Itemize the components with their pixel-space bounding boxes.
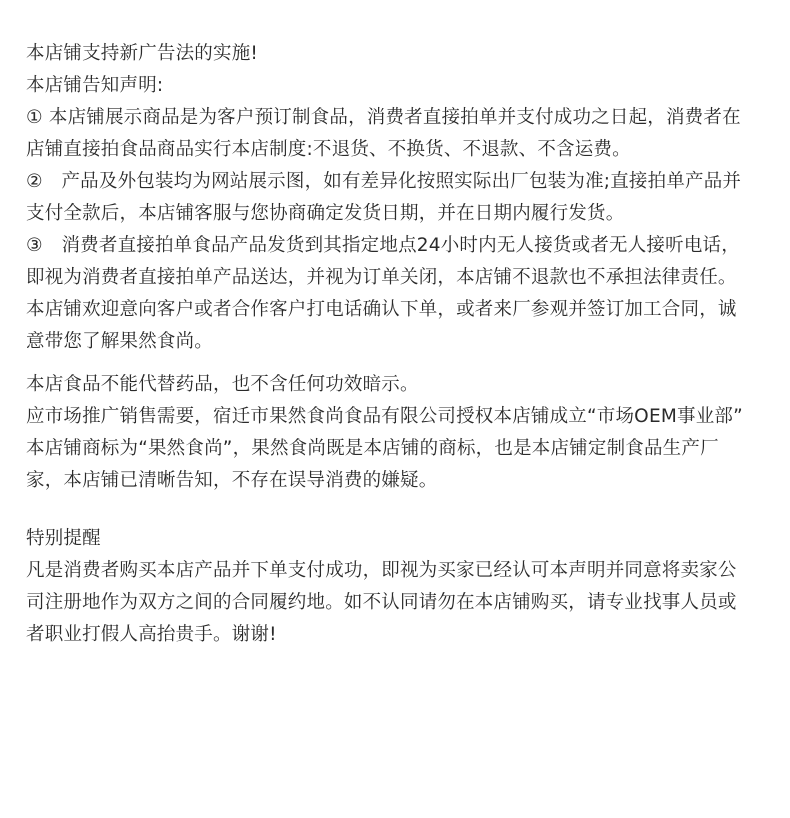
notice-line: 本店铺欢迎意向客户或者合作客户打电话确认下单，或者来厂参观并签订加工合同，诚 <box>26 299 737 320</box>
notice-line: 即视为消费者直接拍单产品送达，并视为订单关闭，本店铺不退款也不承担法律责任。 <box>26 267 737 288</box>
reminder-title: 特别提醒 <box>26 528 101 549</box>
reminder-line: 司注册地作为双方之间的合同履约地。如不认同请勿在本店铺购买，请专业找事人员或 <box>26 592 737 613</box>
disclaimer-line: 本店铺商标为“果然食尚”，果然食尚既是本店铺的商标，也是本店铺定制食品生产厂 <box>26 438 719 459</box>
store-statement-document <box>26 38 766 651</box>
notice-line: 支付全款后，本店铺客服与您协商确定发货日期，并在日期内履行发货。 <box>26 203 625 224</box>
section-spacer <box>26 497 766 523</box>
notice-line: 店铺直接拍食品商品实行本店制度:不退货、不换货、不退款、不含运费。 <box>26 139 631 160</box>
notice-line: 意带您了解果然食尚。 <box>26 331 214 352</box>
disclaimer-line: 家，本店铺已清晰告知，不存在误导消费的嫌疑。 <box>26 470 438 491</box>
notice-line: ③ 消费者直接拍单食品产品发货到其指定地点24小时内无人接货或者无人接听电话， <box>26 235 740 256</box>
section-spacer <box>26 358 766 369</box>
notice-line: ② 产品及外包装均为网站展示图，如有差异化按照实际出厂包装为准;直接拍单产品并 <box>26 171 742 192</box>
disclaimer-section <box>26 369 766 497</box>
reminder-line: 者职业打假人高抬贵手。谢谢! <box>26 624 277 645</box>
notice-line: 本店铺支持新广告法的实施! <box>26 43 259 64</box>
notice-line: ① 本店铺展示商品是为客户预订制食品，消费者直接拍单并支付成功之日起，消费者在 <box>26 107 741 128</box>
reminder-line: 凡是消费者购买本店产品并下单支付成功，即视为买家已经认可本声明并同意将卖家公 <box>26 560 737 581</box>
disclaimer-line: 本店食品不能代替药品，也不含任何功效暗示。 <box>26 374 419 395</box>
notice-section <box>26 38 766 358</box>
disclaimer-line: 应市场推广销售需要，宿迁市果然食尚食品有限公司授权本店铺成立“市场OEM事业部” <box>26 406 743 427</box>
reminder-section <box>26 523 766 651</box>
notice-line: 本店铺告知声明: <box>26 75 164 96</box>
